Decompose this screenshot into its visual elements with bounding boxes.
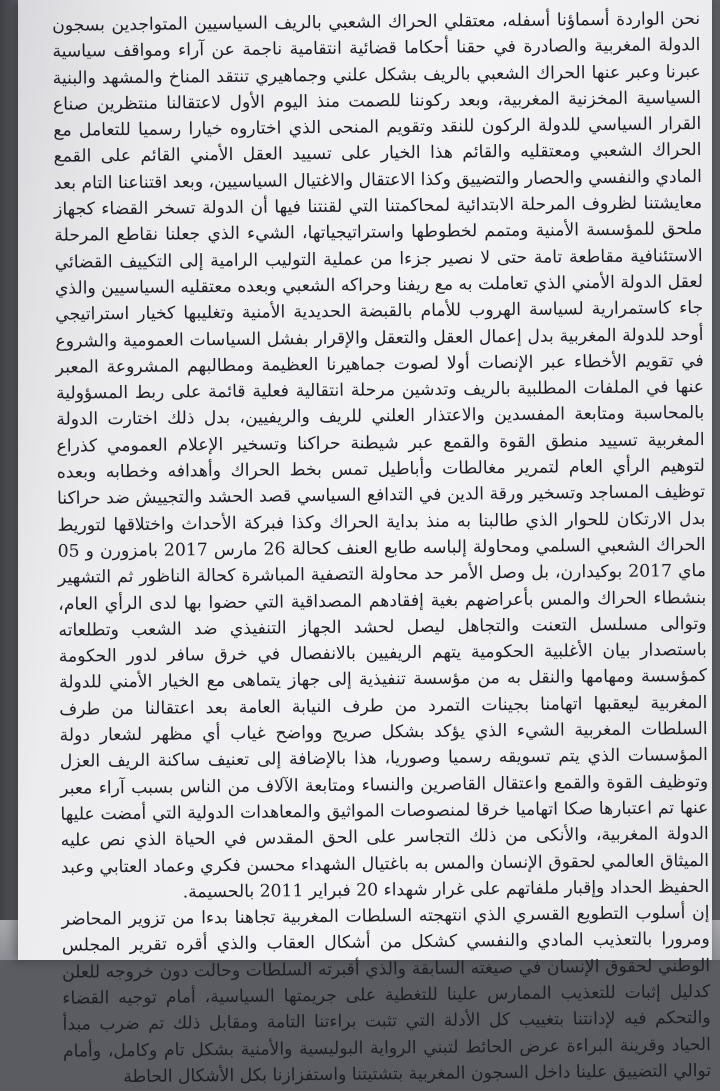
paragraph-1: نحن الواردة أسماؤنا أسفله، معتقلي الحراك الشعبي بالريف السياسيين المتواجدين بسجون الدولة المغربية والصادرة في حقنا أحكاما قضائية انتقامية ناجمة عن آراء ومواقف سياسية عبرنا وعبر عنها الحراك الشعبي بالريف بشكل علني وجماهيري تنتقد المناخ والمشهد والبنية السياسية المخزنية المغربية، وبعد ركوننا للصمت منذ اليوم الأول لاعتقالنا منتظرين صناع القرار السياسي للدولة الركون للنقد وتقويم المنحى الذي اختاروه خيارا رسميا للتعامل مع الحراك الشعبي ومعتقليه والقائم هذا الخيار على تسييد العقل الأمني القائم على القمع المادي والنفسي والحصار والتضييق وكذا الاعتقال والاغتيال السياسيين، وبعد اقتناعنا التام بعد معايشتنا لظروف المرحلة الابتدائية لمحاكمتنا التي لقنتنا فيها أن الدولة تسخر القضاء كجهاز ملحق للمؤسسة الأمنية ومتمم لخطوطها واستراتيجياتها، الشيء الذي جعلنا نقاطع المرحلة الاستئنافية مقاطعة تامة حتى لا نصير جزءا من عملية التوليب الرامية إلى التكييف القضائي لعقل الدولة الأمني الذي تعاملت به مع ريفنا وحراكه الشعبي وبعده معتقليه السياسيين والذي جاء كاستمرارية لسياسة الهروب للأمام بالقبضة الحديدية الأمنية وتغليبها كخيار استراتيجي أوحد للدولة المغربية بدل إعمال العقل والتعقل والإقرار بفشل السياسات العمومية والشروع في تقويم الأخطاء عبر الإنصات أولا لصوت جماهيرنا العظيمة ومطالبهم المشروعة المعبر عنها في الملفات المطلبية بالريف وتدشين مرحلة انتقالية فعلية قائمة على ربط المسؤولية بالمحاسبة ومتابعة المفسدين والاعتذار العلني للريف والريفيين، بدل ذلك اختارت الدولة المغربية تسييد منطق القوة والقمع عبر شيطنة حراكنا وتسخير الإعلام العمومي كذراع لتوهيم الرأي العام لتمرير مغالطات وأباطيل تمس بخط الحراك وأهدافه وخطابه وبعده توظيف المساجد وتسخير ورقة الدين في التدافع السياسي قصد الحشد والتجييش ضد حراكنا بدل الارتكان للحوار الذي طالبنا به منذ بداية الحراك وكذا فبركة الأحداث واختلاقها لتوريط الحراك الشعبي السلمي ومحاولة إلباسه طابع العنف كحالة 26 مارس 2017 بامزورن و 05 ماي 2017 بوكيدارن، بل وصل الأمر حد محاولة التصفية المباشرة كحالة الناظور ثم التشهير بنشطاء الحراك والمس بأعراضهم بغية إفقادهم المصداقية التي حضوا بها لدى الرأي العام، وتوالى مسلسل التعنت والتجاهل ليصل لحشد الجهاز التنفيذي ضد الشعب وتطلعاته باستصدار بيان الأغلبية الحكومية يتهم الريفيين بالانفصال في خرق سافر لدور الحكومة كمؤسسة ومهامها والنقل به من مؤسسة تنفيذية إلى جهاز يتماهى مع الخيار الأمني للدولة المغربية ليعقبها اتهامنا بجينات التمرد من طرف النيابة العامة بعد اعتقالنا من طرف السلطات المغربية الشيء الذي يؤكد بشكل صريح وواضح غياب أي مظهر لشعار دولة المؤسسات الذي يتم تسويقه رسميا وصوريا، هذا بالإضافة إلى تعنيف ساكنة الريف العزل وتوظيف القوة والقمع واعتقال القاصرين والنساء ومتابعة الآلاف من الناس بسبب آراء معبر عنها تم اعتبارها صكا اتهاميا خرقا لمنصوصات المواثيق والمعاهدات الدولية التي أمضت عليها الدولة المغربية، والأنكى من ذلك التجاسر على الحق المقدس في الحياة الذي نص عليه الميثاق العالمي لحقوق الإنسان والمس به باغتيال الشهداء محسن فكري وعماد العتابي وعبد الحفيظ الحداد وإقبار ملفاتهم على غرار شهداء 20 فبراير 2011 بالحسيمة. [52, 8, 710, 903]
paragraph-2: إن أسلوب التطويع القسري الذي انتهجته السلطات المغربية تجاهنا بدءا من تزوير المحاضر ومرورا بالتعذيب المادي والنفسي كشكل من أشكال العقاب والذي أقره تقرير المجلس الوطني لحقوق الإنسان في صيغته السابقة والذي أقبرته السلطات وحالت دون خروجه للعلن كدليل إثبات للتعذيب الممارس علينا للتغطية على جريمتها السياسية، أمام توجيه القضاء والتحكم فيه لإدانتنا بتغييب كل الأدلة التي تثبت براءتنا التامة ومقابل ذلك تم ضرب مبدأ الحياد وقرينة البراءة عرض الحائط لتبني الرواية البوليسية والأمنية بشكل تام وكامل، وأمام توالي التضييق علينا داخل السجون المغربية بتشتيتنا واستفزازنا بكل الأشكال الحاطة [61, 903, 712, 1087]
paper-sheet [18, 0, 712, 1087]
letter-body [52, 6, 711, 1091]
